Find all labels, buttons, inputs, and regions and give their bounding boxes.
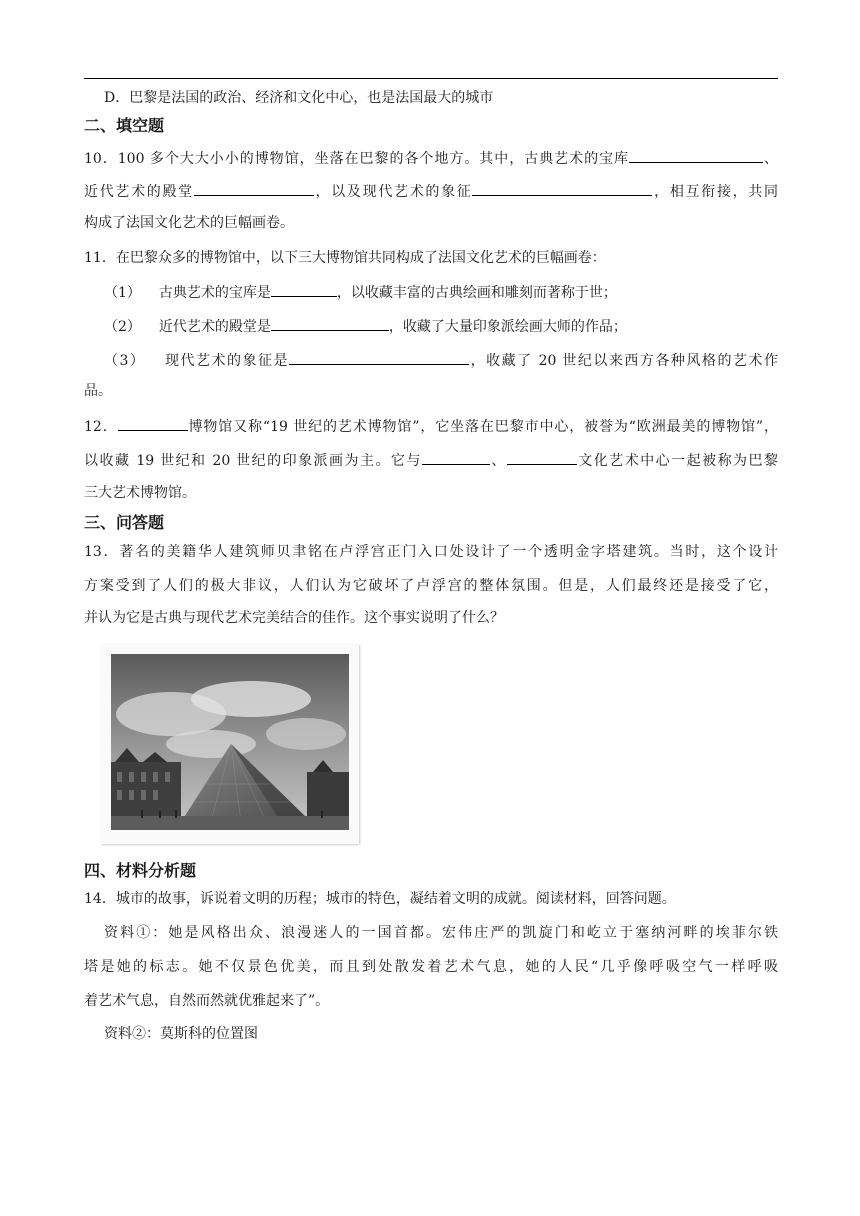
q10-text: 近代艺术的殿堂 [84, 184, 194, 200]
question-12-line-3: 三大艺术博物馆。 [84, 485, 196, 501]
answer-blank[interactable] [629, 148, 763, 163]
question-12-line-1 [84, 416, 778, 437]
question-14-stem: 14．城市的故事，诉说着文明的历程；城市的特色，凝结着文明的成就。阅读材料，回答问题。 [84, 891, 676, 907]
q12-text: 文化艺术中心一起被称为巴黎 [576, 453, 778, 469]
section-heading-qa: 三、问答题 [84, 513, 165, 532]
answer-blank[interactable] [271, 316, 389, 331]
section-heading-fill-in: 二、填空题 [84, 116, 165, 135]
question-11-item-3-cont: 品。 [84, 383, 112, 399]
question-10-line-2 [84, 181, 778, 202]
question-13-line-3: 并认为它是古典与现代艺术完美结合的佳作。这个事实说明了什么？ [84, 610, 504, 626]
material-2: 资料②：莫斯科的位置图 [104, 1026, 258, 1042]
item-text: 古典艺术的宝库是 [158, 285, 271, 301]
item-text: ，收藏了大量印象派绘画大师的作品； [388, 319, 627, 335]
material-1-line-2: 塔是她的标志。她不仅景色优美，而且到处散发着艺术气息，她的人民“几乎像呼吸空气一样呼吸 [84, 959, 778, 975]
q12-text: 博物馆又称“19 世纪的艺术博物馆”，它坐落在巴黎市中心，被誉为“欧洲最美的博物馆”， [187, 419, 778, 435]
question-11-item-1 [104, 282, 778, 303]
question-13-line-1: 13．著名的美籍华人建筑师贝聿铭在卢浮宫正门入口处设计了一个透明金字塔建筑。当时，这个设计 [84, 544, 778, 560]
q10-text: 、 [763, 151, 779, 167]
question-11-item-3 [104, 350, 778, 371]
item-text: ，收藏了 20 世纪以来西方各种风格的艺术作 [469, 353, 779, 369]
material-1-line-3: 着艺术气息，自然而然就优雅起来了”。 [84, 993, 330, 1009]
item-number: （2） [104, 319, 141, 335]
question-11-stem: 11．在巴黎众多的博物馆中，以下三大博物馆共同构成了法国文化艺术的巨幅画卷： [84, 250, 606, 266]
louvre-pyramid-photo [101, 644, 359, 844]
option-d: D．巴黎是法国的政治、经济和文化中心，也是法国最大的城市 [104, 90, 494, 106]
question-10-line-1 [84, 148, 778, 169]
answer-blank[interactable] [118, 416, 188, 431]
item-text: 现代艺术的象征是 [163, 353, 290, 369]
question-13-line-2: 方案受到了人们的极大非议，人们认为它破坏了卢浮宫的整体氛围。但是，人们最终还是接受了它， [84, 578, 778, 594]
question-10-line-3: 构成了法国文化艺术的巨幅画卷。 [84, 215, 294, 231]
material-1-line-1: 资料①：她是风格出众、浪漫迷人的一国首都。宏伟庄严的凯旋门和屹立于塞纳河畔的埃菲尔铁 [104, 925, 778, 941]
item-text: ，以收藏丰富的古典绘画和雕刻而著称于世； [336, 285, 617, 301]
item-number: （1） [104, 285, 141, 301]
section-heading-material-analysis: 四、材料分析题 [84, 861, 197, 880]
q10-text: ，相互衔接，共同 [652, 184, 779, 200]
q12-text: 、 [489, 453, 507, 469]
item-number: （3） [104, 353, 146, 369]
answer-blank[interactable] [194, 181, 314, 196]
header-rule [84, 78, 778, 79]
item-text: 近代艺术的殿堂是 [158, 319, 271, 335]
q12-text: 12． [84, 419, 118, 435]
answer-blank[interactable] [472, 181, 652, 196]
q10-text: ，以及现代艺术的象征 [313, 184, 473, 200]
answer-blank[interactable] [507, 450, 577, 465]
answer-blank[interactable] [289, 350, 469, 365]
answer-blank[interactable] [422, 450, 490, 465]
answer-blank[interactable] [271, 282, 337, 297]
q10-text: 10．100 多个大大小小的博物馆，坐落在巴黎的各个地方。其中，古典艺术的宝库 [84, 151, 630, 167]
question-12-line-2 [84, 450, 778, 471]
q12-text: 以收藏 19 世纪和 20 世纪的印象派画为主。它与 [84, 453, 422, 469]
question-11-item-2 [104, 316, 778, 337]
